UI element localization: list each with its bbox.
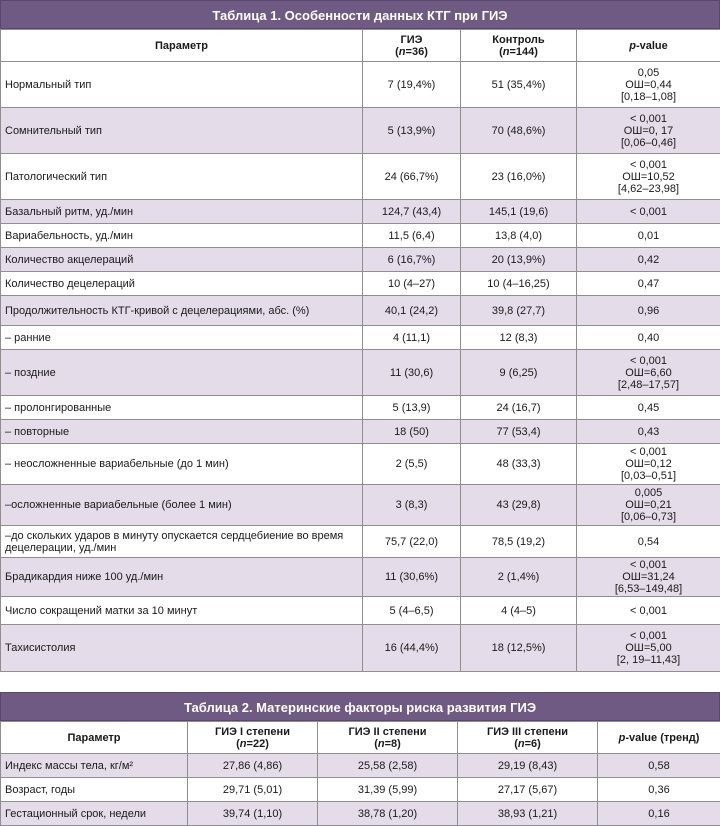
p-value-cell-line: 0,54 [581, 536, 716, 548]
param-cell: – пролонгированные [1, 396, 363, 420]
p-value-cell [577, 296, 720, 326]
p-value-cell-line: [0,06–0,73] [581, 511, 716, 523]
table-row [1, 62, 720, 108]
param-cell: – неосложненные вариабельные (до 1 мин) [1, 444, 363, 485]
gie-cell: 24 (66,7%) [363, 154, 461, 200]
header-gie-1: ГИЭ I степени (n=22) [188, 722, 318, 754]
header-p-value-trend: p-value (тренд) [598, 722, 720, 754]
p-value-cell [577, 326, 720, 350]
gie-cell: 5 (13,9) [363, 396, 461, 420]
param-cell: –осложненные вариабельные (более 1 мин) [1, 485, 363, 526]
gie-cell: 11,5 (6,4) [363, 224, 461, 248]
p-value-cell [577, 350, 720, 396]
p-value-cell [577, 597, 720, 625]
control-cell: 51 (35,4%) [461, 62, 577, 108]
param-cell: Индекс массы тела, кг/м² [1, 754, 188, 778]
control-cell: 10 (4–16,25) [461, 272, 577, 296]
p-value-cell [577, 62, 720, 108]
p-value-cell-line: 0,005 [581, 487, 716, 499]
p-value-cell-line: [2,48–17,57] [581, 379, 716, 391]
p-value-cell [577, 200, 720, 224]
p-value-cell-line: 0,47 [581, 278, 716, 290]
p-value-cell-line: [4,62–23,98] [581, 183, 716, 195]
header-p-value: p-value [577, 30, 720, 62]
p-value-cell [577, 396, 720, 420]
gie-cell: 6 (16,7%) [363, 248, 461, 272]
gie-1-cell: 29,71 (5,01) [188, 778, 318, 802]
header-param: Параметр [1, 722, 188, 754]
p-value-cell-line: < 0,001 [581, 355, 716, 367]
table-row [1, 224, 720, 248]
gie-cell: 40,1 (24,2) [363, 296, 461, 326]
param-cell: – поздние [1, 350, 363, 396]
p-value-cell [577, 485, 720, 526]
p-value-cell-line: 0,43 [581, 426, 716, 438]
p-value-cell-line: ОШ=10,52 [581, 171, 716, 183]
table-row [1, 558, 720, 597]
gie-cell: 18 (50) [363, 420, 461, 444]
gie-3-cell: 38,93 (1,21) [458, 802, 598, 826]
p-value-cell-line: 0,96 [581, 305, 716, 317]
control-cell: 78,5 (19,2) [461, 526, 577, 558]
table-row [1, 597, 720, 625]
param-cell: Продолжительность КТГ-кривой с децелерациями, абс. (%) [1, 296, 363, 326]
control-cell: 43 (29,8) [461, 485, 577, 526]
table-row [1, 396, 720, 420]
table-row [1, 326, 720, 350]
p-value-cell-line: < 0,001 [581, 605, 716, 617]
control-cell: 20 (13,9%) [461, 248, 577, 272]
gie-cell: 11 (30,6%) [363, 558, 461, 597]
p-value-cell-line: ОШ=5,00 [581, 642, 716, 654]
p-value-cell-line: 0,01 [581, 230, 716, 242]
p-value-cell [577, 420, 720, 444]
p-value-cell-line: < 0,001 [581, 206, 716, 218]
table-row [1, 154, 720, 200]
table-row [1, 200, 720, 224]
control-cell: 4 (4–5) [461, 597, 577, 625]
control-cell: 13,8 (4,0) [461, 224, 577, 248]
control-cell: 39,8 (27,7) [461, 296, 577, 326]
p-value-cell-line: < 0,001 [581, 113, 716, 125]
table-row [1, 108, 720, 154]
table-1-header-row [1, 30, 720, 62]
gie-cell: 75,7 (22,0) [363, 526, 461, 558]
param-cell: – повторные [1, 420, 363, 444]
control-cell: 18 (12,5%) [461, 625, 577, 672]
table-row [1, 754, 720, 778]
param-cell: Гестационный срок, недели [1, 802, 188, 826]
p-value-cell-line: < 0,001 [581, 630, 716, 642]
param-cell: – ранние [1, 326, 363, 350]
gie-2-cell: 38,78 (1,20) [318, 802, 458, 826]
gie-1-cell: 39,74 (1,10) [188, 802, 318, 826]
header-param: Параметр [1, 30, 363, 62]
gie-cell: 3 (8,3) [363, 485, 461, 526]
p-value-cell [577, 558, 720, 597]
p-value-cell-line: [0,06–0,46] [581, 137, 716, 149]
table-2-body [1, 754, 720, 826]
p-value-cell-line: ОШ=0,21 [581, 499, 716, 511]
param-cell: Тахисистолия [1, 625, 363, 672]
gie-cell: 4 (11,1) [363, 326, 461, 350]
header-control: Контроль (n=144) [461, 30, 577, 62]
p-value-cell-line: ОШ=0, 17 [581, 125, 716, 137]
table-row [1, 526, 720, 558]
p-value-cell-line: 0,40 [581, 332, 716, 344]
gie-3-cell: 29,19 (8,43) [458, 754, 598, 778]
table-2-header-row [1, 722, 720, 754]
table-2-grid [0, 721, 720, 826]
p-value-cell [577, 248, 720, 272]
p-value-cell [577, 625, 720, 672]
p-value-cell-line: 0,45 [581, 402, 716, 414]
control-cell: 9 (6,25) [461, 350, 577, 396]
param-cell: Количество децелераций [1, 272, 363, 296]
param-cell: Патологический тип [1, 154, 363, 200]
param-cell: Нормальный тип [1, 62, 363, 108]
p-value-cell-line: [0,18–1,08] [581, 91, 716, 103]
gie-cell: 5 (13,9%) [363, 108, 461, 154]
p-value-cell-line: ОШ=6,60 [581, 367, 716, 379]
header-gie: ГИЭ (n=36) [363, 30, 461, 62]
table-row [1, 485, 720, 526]
p-value-cell-line: ОШ=0,12 [581, 458, 716, 470]
param-cell: Количество акцелераций [1, 248, 363, 272]
p-value-cell [577, 272, 720, 296]
param-cell: Брадикардия ниже 100 уд./мин [1, 558, 363, 597]
gie-cell: 124,7 (43,4) [363, 200, 461, 224]
control-cell: 70 (48,6%) [461, 108, 577, 154]
gie-cell: 7 (19,4%) [363, 62, 461, 108]
gie-1-cell: 27,86 (4,86) [188, 754, 318, 778]
p-value-cell [577, 526, 720, 558]
param-cell: Сомнительный тип [1, 108, 363, 154]
control-cell: 48 (33,3) [461, 444, 577, 485]
p-value-cell [577, 224, 720, 248]
table-row [1, 420, 720, 444]
table-1-caption: Таблица 1. Особенности данных КТГ при ГИЭ [0, 0, 720, 29]
table-1-body [1, 62, 720, 672]
p-value-cell: 0,36 [598, 778, 720, 802]
p-value-cell [577, 154, 720, 200]
gie-2-cell: 25,58 (2,58) [318, 754, 458, 778]
control-cell: 23 (16,0%) [461, 154, 577, 200]
gie-cell: 5 (4–6,5) [363, 597, 461, 625]
param-cell: Вариабельность, уд./мин [1, 224, 363, 248]
control-cell: 2 (1,4%) [461, 558, 577, 597]
control-cell: 145,1 (19,6) [461, 200, 577, 224]
p-value-cell-line: [2, 19–11,43] [581, 654, 716, 666]
p-value-cell-line: < 0,001 [581, 559, 716, 571]
p-value-cell-line: 0,42 [581, 254, 716, 266]
table-2-caption: Таблица 2. Материнские факторы риска развития ГИЭ [0, 692, 720, 721]
p-value-cell-line: [0,03–0,51] [581, 470, 716, 482]
param-cell: Базальный ритм, уд./мин [1, 200, 363, 224]
p-value-cell [577, 108, 720, 154]
table-row [1, 802, 720, 826]
header-gie-2: ГИЭ II степени (n=8) [318, 722, 458, 754]
p-value-cell-line: < 0,001 [581, 159, 716, 171]
table-row [1, 248, 720, 272]
header-gie-3: ГИЭ III степени (n=6) [458, 722, 598, 754]
table-row [1, 272, 720, 296]
table-1-grid [0, 29, 720, 672]
gie-2-cell: 31,39 (5,99) [318, 778, 458, 802]
p-value-cell: 0,16 [598, 802, 720, 826]
param-cell: Число сокращений матки за 10 минут [1, 597, 363, 625]
table-row [1, 444, 720, 485]
p-value-cell-line: ОШ=0,44 [581, 79, 716, 91]
p-value-cell-line: ОШ=31,24 [581, 571, 716, 583]
table-row [1, 625, 720, 672]
gie-3-cell: 27,17 (5,67) [458, 778, 598, 802]
param-cell: –до скольких ударов в минуту опускается сердцебиение во время децелерации, уд./мин [1, 526, 363, 558]
p-value-cell-line: 0,05 [581, 67, 716, 79]
table-2 [0, 692, 720, 826]
control-cell: 24 (16,7) [461, 396, 577, 420]
table-row [1, 778, 720, 802]
p-value-cell-line: [6,53–149,48] [581, 583, 716, 595]
param-cell: Возраст, годы [1, 778, 188, 802]
control-cell: 77 (53,4) [461, 420, 577, 444]
table-row [1, 296, 720, 326]
gie-cell: 11 (30,6) [363, 350, 461, 396]
p-value-cell [577, 444, 720, 485]
p-value-cell-line: < 0,001 [581, 446, 716, 458]
gie-cell: 10 (4–27) [363, 272, 461, 296]
gie-cell: 2 (5,5) [363, 444, 461, 485]
table-row [1, 350, 720, 396]
p-value-cell: 0,58 [598, 754, 720, 778]
gie-cell: 16 (44,4%) [363, 625, 461, 672]
control-cell: 12 (8,3) [461, 326, 577, 350]
